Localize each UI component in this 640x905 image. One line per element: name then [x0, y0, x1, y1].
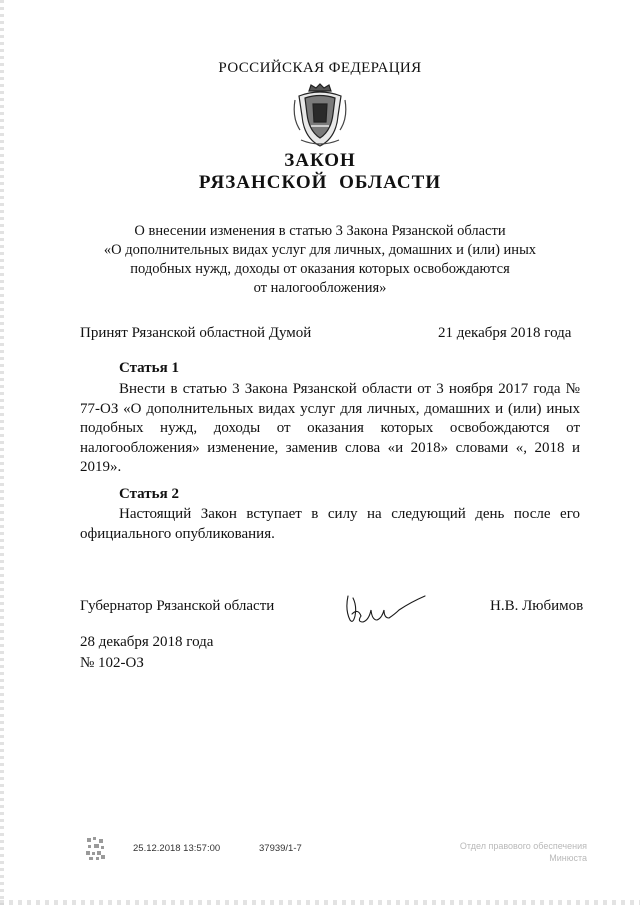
- ryazan-coat-of-arms-icon: [291, 82, 349, 148]
- registration-id: 37939/1-7: [259, 843, 302, 854]
- article-2-title: Статья 2: [119, 486, 179, 502]
- faded-stamp-line: Отдел правового обеспечения: [459, 841, 587, 851]
- article-2-text: Настоящий Закон вступает в силу на следующий день после его официального опубликования.: [80, 506, 580, 542]
- subtitle-line: «О дополнительных видах услуг для личных, домашних и (или) иных: [103, 242, 537, 258]
- law-title-line-2: РЯЗАНСКОЙ ОБЛАСТИ: [198, 172, 442, 193]
- law-subtitle: [0, 222, 640, 298]
- article-1-title: Статья 1: [119, 360, 179, 376]
- faded-stamp: [437, 840, 587, 864]
- scan-edge-bottom: [0, 900, 640, 905]
- scan-edge-left: [0, 0, 4, 905]
- subtitle-line: от налогообложения»: [253, 280, 387, 296]
- handwritten-signature-icon: [342, 592, 438, 632]
- adoption-date: 21 декабря 2018 года: [438, 325, 572, 341]
- country-header: РОССИЙСКАЯ ФЕДЕРАЦИЯ: [218, 60, 422, 76]
- adopted-by: Принят Рязанской областной Думой: [80, 325, 312, 341]
- governor-name: Н.В. Любимов: [490, 598, 584, 614]
- signing-date: 28 декабря 2018 года: [80, 634, 214, 650]
- subtitle-line: О внесении изменения в статью 3 Закона Рязанской области: [134, 223, 506, 239]
- governor-title: Губернатор Рязанской области: [80, 598, 275, 614]
- registration-timestamp: 25.12.2018 13:57:00: [133, 843, 221, 854]
- article-1-text: Внести в статью 3 Закона Рязанской области от 3 ноября 2017 года № 77-ОЗ «О дополнительных видах услуг для личных, домашних и (или) иных подобных нужд, доходы от оказания которых освобождаются от налогообложения» изменение, заменив слова «и 2018» словами «, 2018 и 2019».: [80, 381, 580, 475]
- law-title-line-1: ЗАКОН: [284, 150, 356, 171]
- law-number: № 102-ОЗ: [80, 655, 144, 671]
- subtitle-line: подобных нужд, доходы от оказания которых освобождаются: [130, 261, 510, 277]
- faded-stamp-line: Минюста: [549, 853, 587, 863]
- scan-registration-icon: [85, 836, 107, 862]
